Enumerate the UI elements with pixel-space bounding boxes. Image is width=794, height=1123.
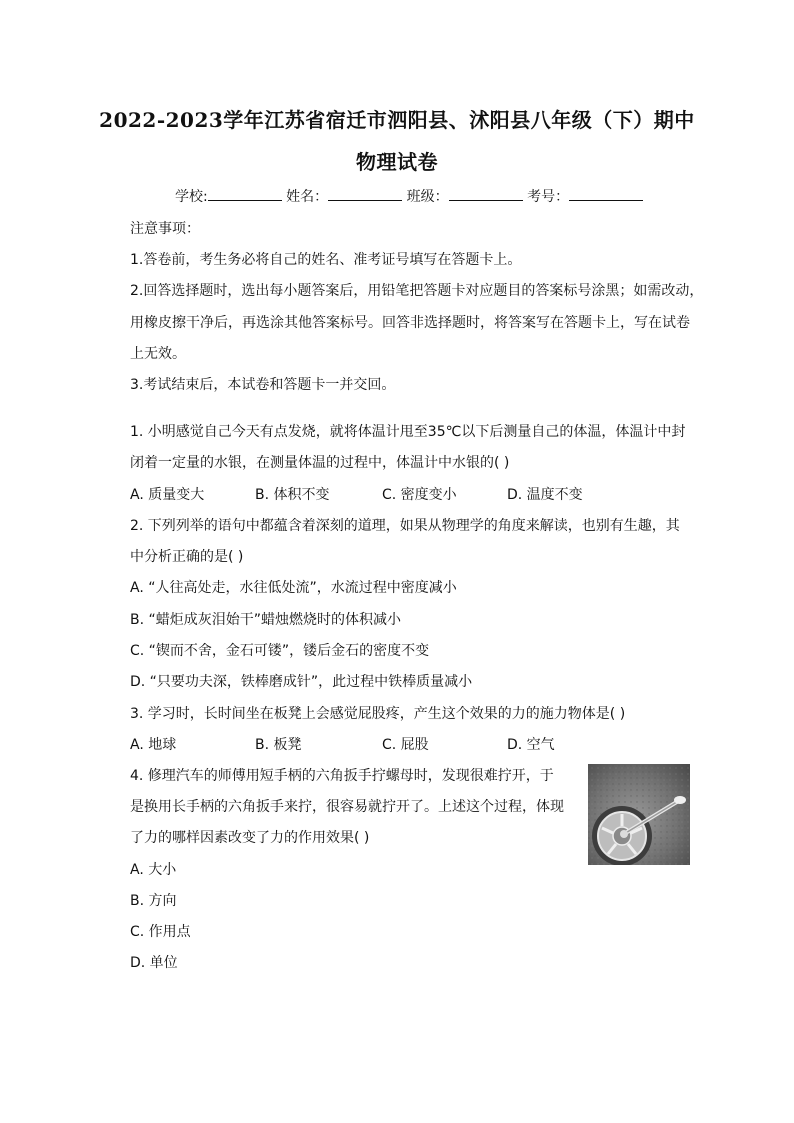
question-2-option-b: B. “蜡炬成灰泪始干”蜡烛燃烧时的体积减小	[130, 612, 402, 628]
notice-item: 2.回答选择题时，选出每小题答案后，用铅笔把答题卡对应题目的答案标号涂黑；如需改动，	[130, 283, 704, 299]
question-1-option-a: A. 质量变大	[130, 487, 205, 503]
school-label: 学校:	[175, 189, 208, 205]
question-4-text: 是换用长手柄的六角扳手来拧，很容易就拧开了。上述这个过程，体现	[130, 799, 564, 815]
question-1-option-c: C. 密度变小	[382, 487, 457, 503]
notice-title: 注意事项：	[130, 221, 200, 237]
school-blank	[208, 187, 282, 201]
question-4-option-b: B. 方向	[130, 893, 177, 909]
question-3-text: 3. 学习时，长时间坐在板凳上会感觉屁股疼，产生这个效果的力的施力物体是( )	[130, 706, 626, 722]
class-blank	[449, 187, 523, 201]
notice-item: 1.答卷前，考生务必将自己的姓名、准考证号填写在答题卡上。	[130, 252, 522, 268]
question-2-option-a: A. “人往高处走，水往低处流”，水流过程中密度减小	[130, 580, 457, 596]
question-3-option-a: A. 地球	[130, 737, 177, 753]
notice-item: 3.考试结束后，本试卷和答题卡一并交回。	[130, 377, 396, 393]
question-1-option-d: D. 温度不变	[507, 487, 583, 503]
question-1-text: 1. 小明感觉自己今天有点发烧，就将体温计甩至35℃以下后测量自己的体温，体温计中封	[130, 424, 686, 440]
question-3-option-d: D. 空气	[507, 737, 555, 753]
question-4-text: 4. 修理汽车的师傅用短手柄的六角扳手拧螺母时，发现很难拧开，于	[130, 768, 554, 784]
question-4-option-a: A. 大小	[130, 862, 177, 878]
question-1-text: 闭着一定量的水银，在测量体温的过程中，体温计中水银的( )	[130, 455, 510, 471]
question-3-option-c: C. 屁股	[382, 737, 429, 753]
question-4-text: 了力的哪样因素改变了力的作用效果( )	[130, 830, 370, 846]
question-2-option-d: D. “只要功夫深，铁棒磨成针”，此过程中铁棒质量减小	[130, 674, 473, 690]
notice-item: 用橡皮擦干净后，再选涂其他答案标号。回答非选择题时，将答案写在答题卡上，写在试卷	[130, 315, 690, 331]
question-3-option-b: B. 板凳	[255, 737, 302, 753]
question-2-text: 2. 下列列举的语句中都蕴含着深刻的道理，如果从物理学的角度来解读，也别有生趣，其	[130, 518, 680, 534]
question-4-option-d: D. 单位	[130, 955, 178, 971]
name-blank	[328, 187, 402, 201]
exam-title-line1: 2022-2023学年江苏省宿迁市泗阳县、沭阳县八年级（下）期中	[99, 108, 695, 132]
exam-number-blank	[569, 187, 643, 201]
notice-item: 上无效。	[130, 346, 186, 362]
class-label: 班级：	[406, 189, 449, 205]
question-1-option-b: B. 体积不变	[255, 487, 330, 503]
wrench-wheel-photo	[588, 764, 690, 865]
question-2-text: 中分析正确的是( )	[130, 549, 244, 565]
question-4-option-c: C. 作用点	[130, 924, 191, 940]
question-2-option-c: C. “锲而不舍，金石可镂”，镂后金石的密度不变	[130, 643, 430, 659]
student-info-row	[175, 186, 643, 206]
wrench-wheel-icon	[588, 764, 690, 865]
exam-number-label: 考号：	[527, 189, 570, 205]
name-label: 姓名：	[286, 189, 329, 205]
exam-title-line2: 物理试卷	[356, 150, 438, 174]
